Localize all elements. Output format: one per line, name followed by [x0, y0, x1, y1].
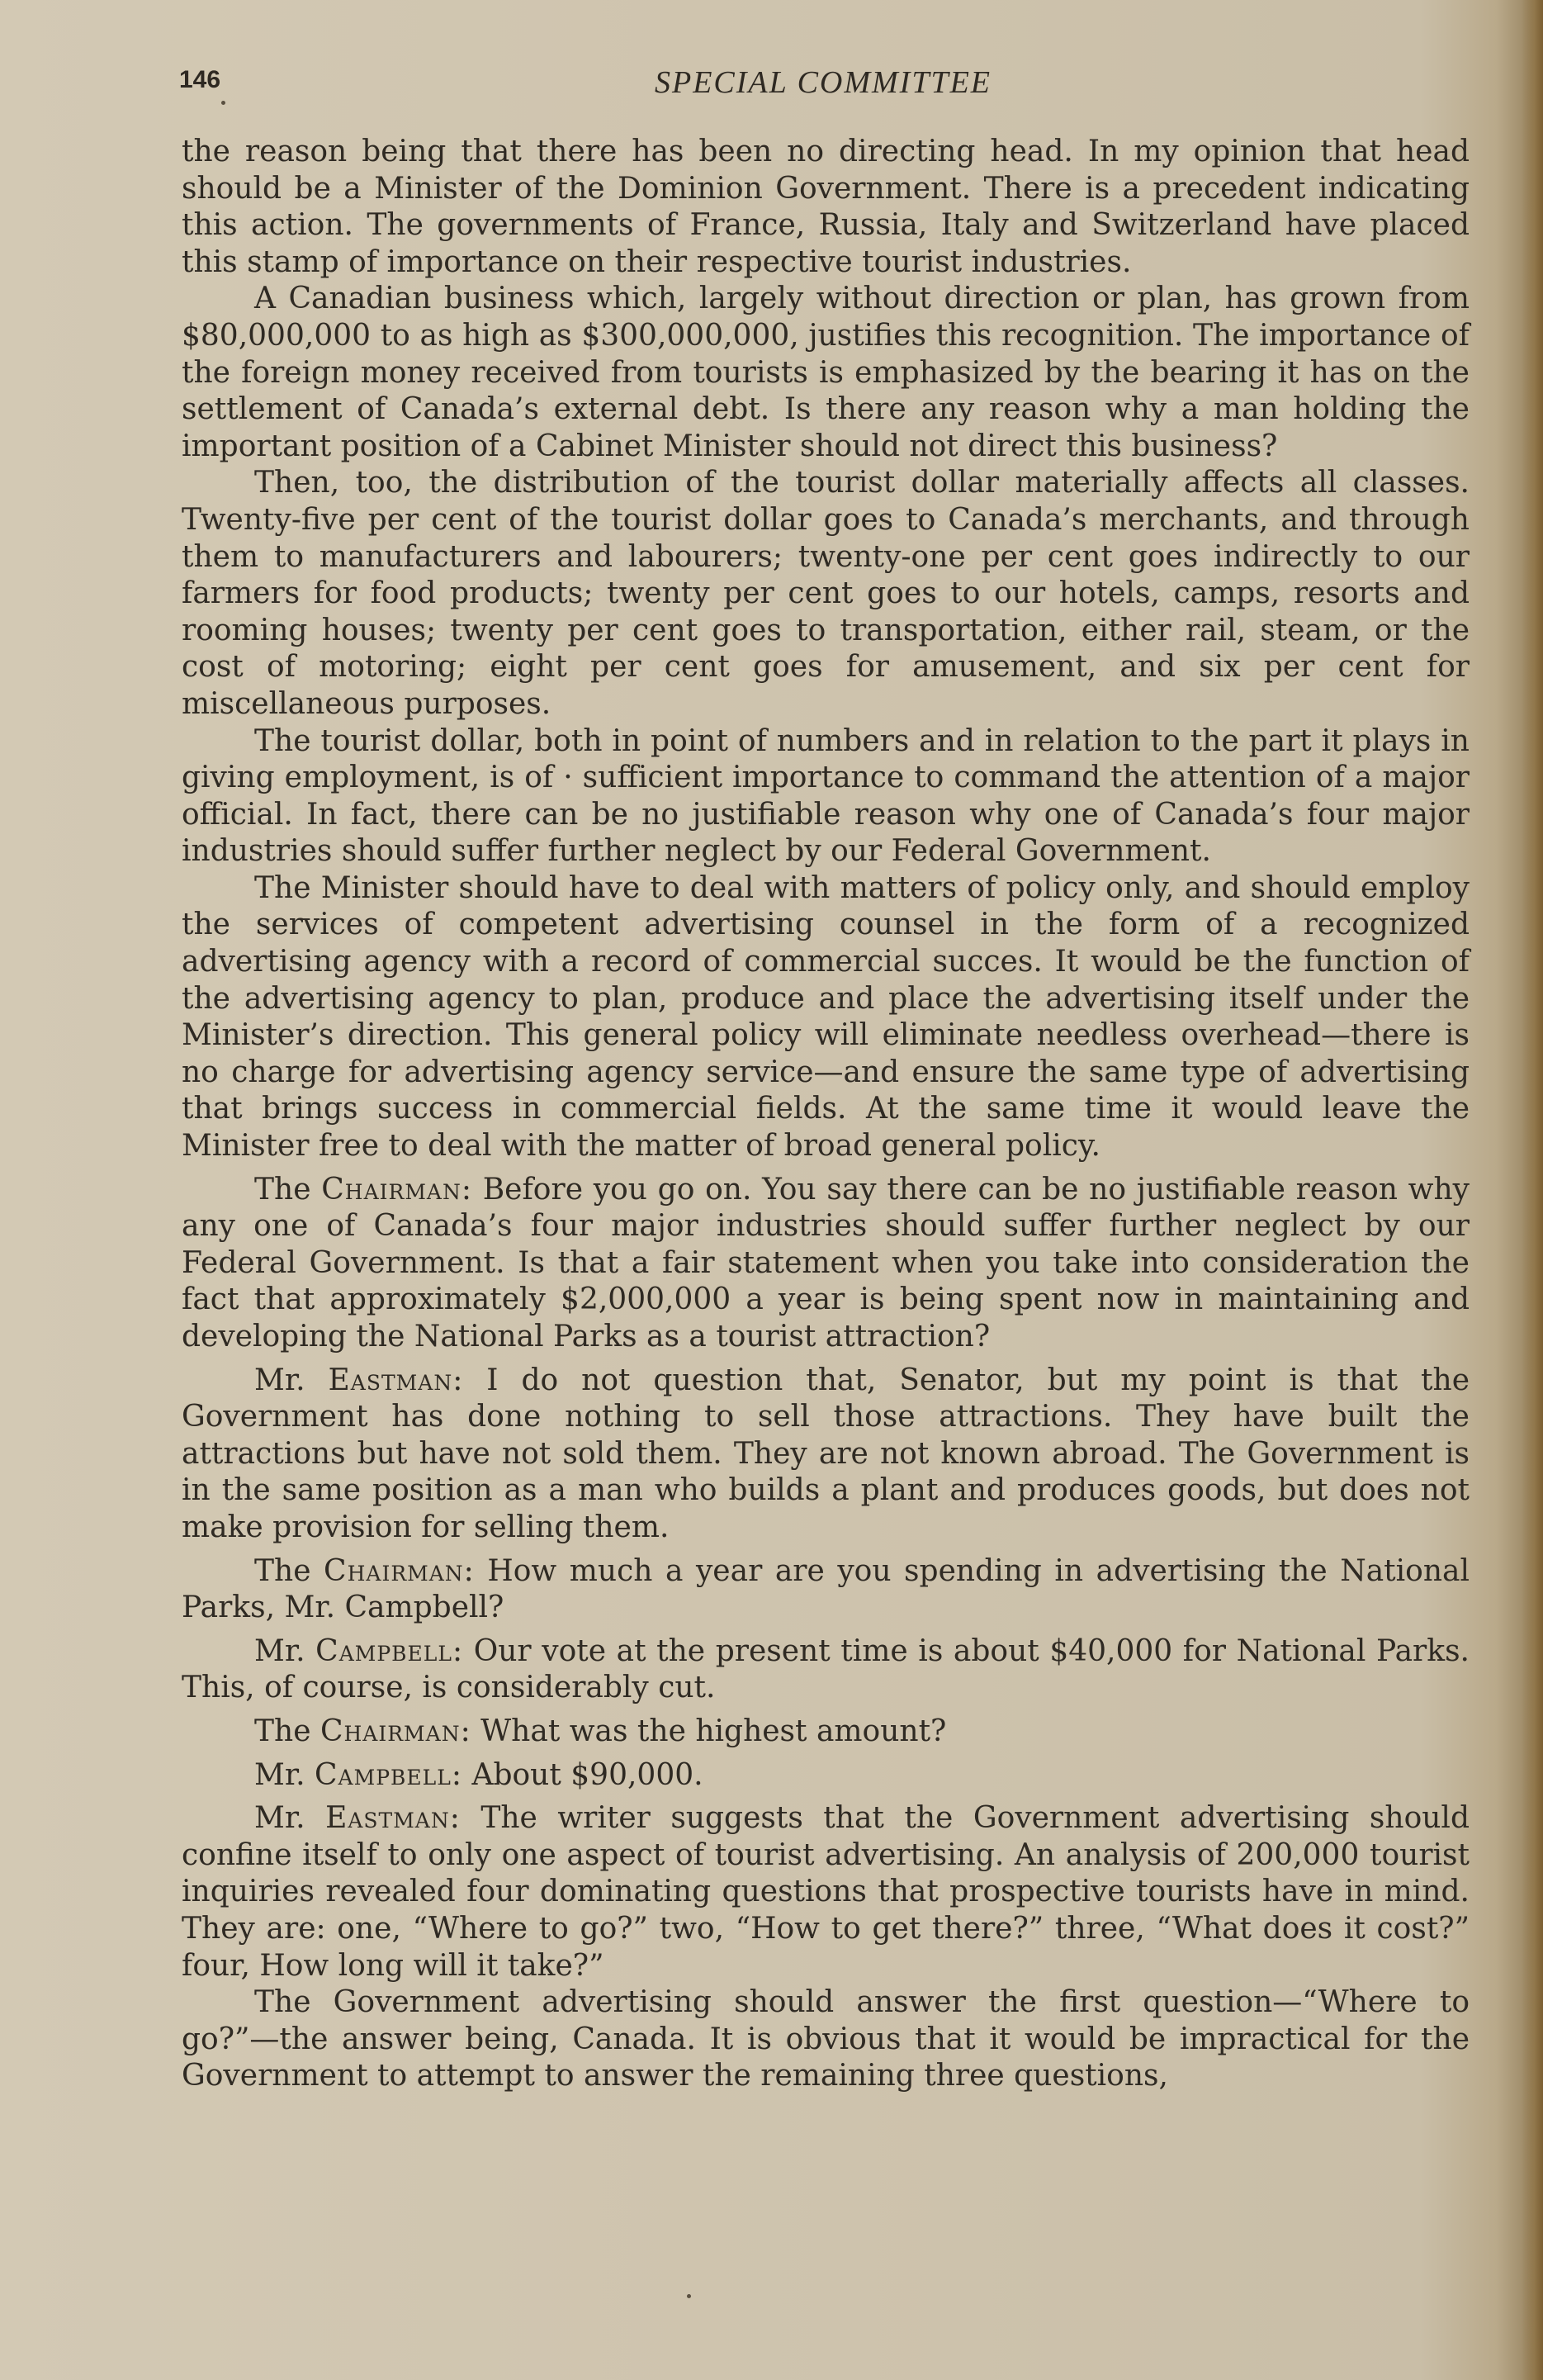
page-edge-shadow [1522, 0, 1543, 2380]
paragraph-text: Before you go on. You say there can be no justifiable reason why any one of Canada’s four major industries should suffer further neglect by our Federal Government. Is that a fair statement when you take into consideration the fact that approximately $2,000,000 a year is being spent now in maintaining and developing the National Parks as a tourist attraction? [182, 1172, 1470, 1354]
speaker-name: Eastman: [328, 1363, 464, 1397]
page-number: 146 [179, 66, 221, 93]
speaker-prefix: Mr. [254, 1363, 329, 1397]
paragraph-text: How much a year are you spending in advertising the National Parks, Mr. Campbell? [182, 1553, 1470, 1625]
paragraph [182, 1633, 1470, 1707]
speaker-name: Chairman: [321, 1172, 472, 1207]
paper-speck [687, 2294, 691, 2298]
paragraph-text: The Minister should have to deal with matters of policy only, and should employ the services of competent advertising counsel in the form of a recognized advertising agency with a record of commercial succes. It would be the function of the advertising agency to plan, produce and place the advertising itself under the Minister’s direction. This general policy will eliminate needless overhead—there is no charge for advertising agency service—and ensure the same type of advertising that brings success in commercial fields. At the same time it would leave the Minister free to deal with the matter of broad general policy. [182, 870, 1470, 1164]
speaker-prefix: The [254, 1714, 320, 1748]
paragraph [182, 1757, 1470, 1794]
paragraph-text: Then, too, the distribution of the tourist dollar materially affects all classes. Twenty-five per cent of the tourist dollar goes to Canada’s merchants, and through them to manufacturers and labourers; twenty-one per cent goes indirectly to our farmers for food products; twenty per cent goes to our hotels, camps, resorts and rooming houses; twenty per cent goes to transportation, either rail, steam, or the cost of motoring; eight per cent goes for amusement, and six per cent for miscellaneous purposes. [182, 466, 1470, 721]
paragraph-text: A Canadian business which, largely without direction or plan, has grown from $80,000,000 to as high as $300,000,000, justifies this recognition. The importance of the foreign money received from tourists is emphasized by the bearing it has on the settlement of Canada’s external debt. Is there any reason why a man holding the important position of a Cabinet Minister should not direct this business? [182, 282, 1470, 463]
paragraph-text: The writer suggests that the Government advertising should confine itself to only one aspect of tourist advertising. An analysis of 200,000 tourist inquiries revealed four dominating questions that prospective tourists have in mind. They are: one, “Where to go?” two, “How to get there?” three, “What does it cost?” four, How long will it take?” [182, 1801, 1470, 1983]
paragraph [182, 281, 1470, 465]
paragraph [182, 723, 1470, 870]
speaker-prefix: Mr. [254, 1633, 316, 1668]
paragraph-text: About $90,000. [462, 1757, 703, 1792]
paragraph-text: the reason being that there has been no directing head. In my opinion that head should be a Minister of the Dominion Government. There is a precedent indicating this action. The governments of France, Russia, Italy and Switzerland have placed this stamp of importance on their respective tourist industries. [182, 135, 1470, 279]
paragraph [182, 1800, 1470, 1984]
speaker-prefix: The [254, 1172, 322, 1207]
paper-speck [221, 101, 225, 105]
speaker-name: Eastman: [325, 1801, 461, 1836]
paragraph [182, 1172, 1470, 1356]
speaker-name: Campbell: [315, 1633, 464, 1668]
paragraph-text: I do not question that, Senator, but my point is that the Government has done nothing to sell those attractions. They have built the attractions but have not sold them. They are not known abroad. The Government is in the same position as a man who builds a plant and produces goods, but does not make provision for selling them. [182, 1363, 1470, 1544]
paragraph [182, 870, 1470, 1165]
speaker-prefix: Mr. [254, 1757, 315, 1792]
paragraph [182, 1363, 1470, 1547]
speaker-prefix: Mr. [254, 1801, 326, 1836]
body-text [182, 134, 1470, 2095]
paragraph-text: The Government advertising should answer the first question—“Where to go?”—the answer being, Canada. It is obvious that it would be impractical for the Government to attempt to answer the remaining three questions, [182, 1985, 1470, 2093]
page-header [179, 64, 1467, 106]
speaker-name: Campbell: [315, 1757, 462, 1792]
running-head: SPECIAL COMMITTEE [654, 65, 992, 100]
paragraph [182, 134, 1470, 281]
paragraph [182, 465, 1470, 723]
speaker-name: Chairman: [324, 1553, 475, 1588]
speaker-name: Chairman: [319, 1714, 471, 1748]
paragraph-text: What was the highest amount? [471, 1714, 947, 1748]
speaker-prefix: The [254, 1553, 324, 1588]
paragraph [182, 1553, 1470, 1627]
paragraph [182, 1714, 1470, 1751]
paragraph-text: Our vote at the present time is about $40,000 for National Parks. This, of course, is considerably cut. [182, 1633, 1470, 1705]
paragraph [182, 1984, 1470, 2095]
paragraph-text: The tourist dollar, both in point of numbers and in relation to the part it plays in giving employment, is of · sufficient importance to command the attention of a major official. In fact, there can be no justifiable reason why one of Canada’s four major industries should suffer further neglect by our Federal Government. [182, 723, 1470, 869]
